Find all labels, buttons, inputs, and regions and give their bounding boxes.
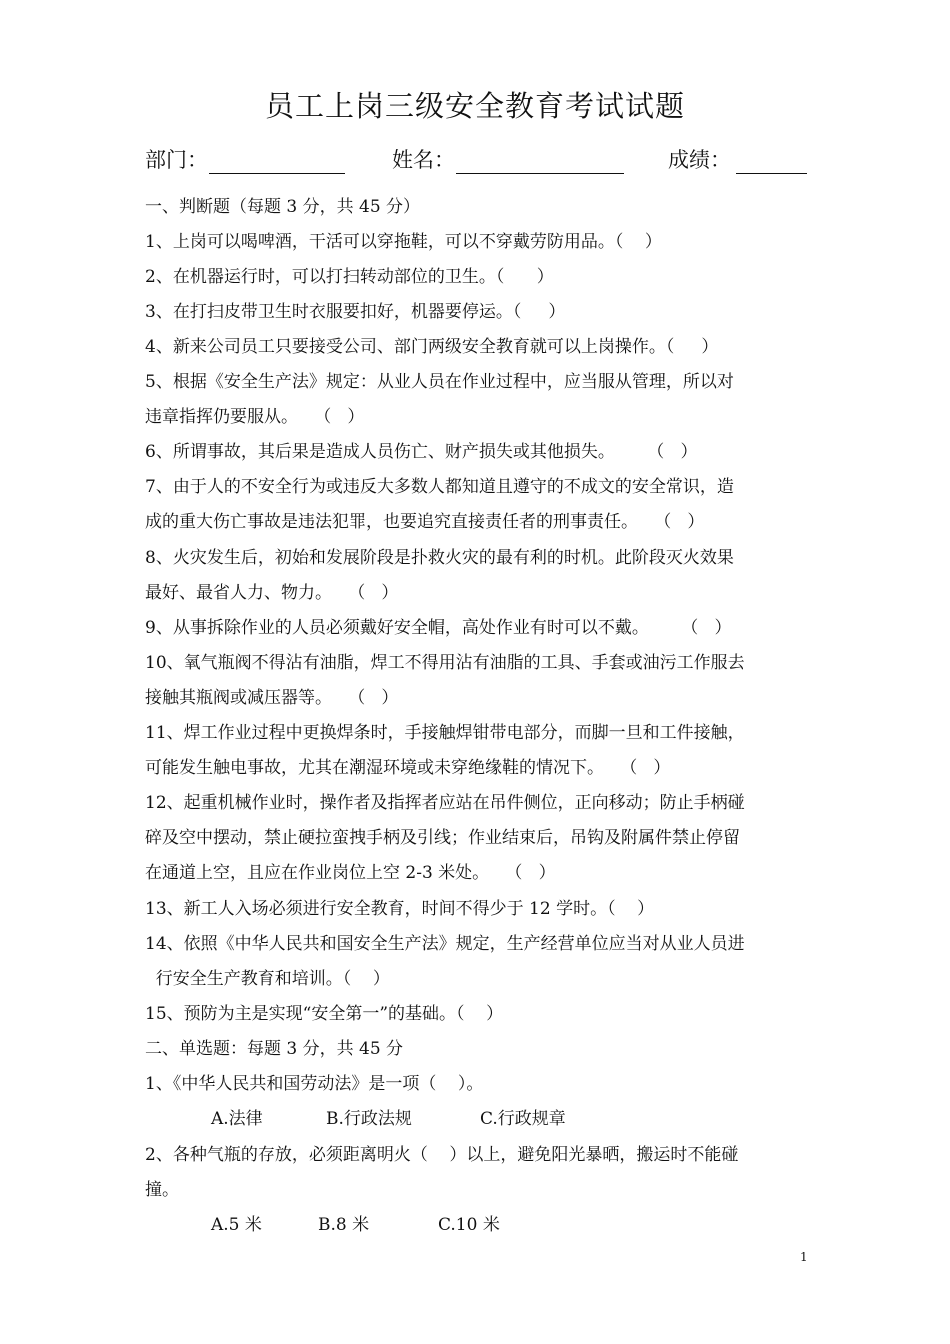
option-c: C.10 米 — [438, 1215, 500, 1235]
option-a: A.5 米 — [211, 1215, 262, 1235]
option-b: B.8 米 — [318, 1215, 370, 1235]
question-line: 8、火灾发生后，初始和发展阶段是扑救火灾的最有利的时机。此阶段灭火效果 — [145, 548, 734, 568]
option-a: A.法律 — [211, 1109, 263, 1129]
question-line: 行安全生产教育和培训。（ ） — [145, 969, 390, 989]
name-blank — [456, 173, 624, 174]
score-label: 成绩： — [668, 148, 731, 172]
question-line: 10、氧气瓶阀不得沾有油脂，焊工不得用沾有油脂的工具、手套或油污工作服去 — [145, 653, 745, 673]
question-line: 11、焊工作业过程中更换焊条时，手接触焊钳带电部分，而脚一旦和工件接触， — [145, 723, 745, 743]
question-line: 12、起重机械作业时，操作者及指挥者应站在吊件侧位，正向移动；防止手柄碰 — [145, 793, 745, 813]
question-line: 接触其瓶阀或减压器等。 （ ） — [145, 688, 399, 708]
question-line: 可能发生触电事故，尤其在潮湿环境或未穿绝缘鞋的情况下。 （ ） — [145, 758, 671, 778]
page-number: 1 — [800, 1250, 808, 1264]
question-line: 4、新来公司员工只要接受公司、部门两级安全教育就可以上岗操作。（ ） — [145, 337, 719, 357]
question-line: 碎及空中摆动，禁止硬拉蛮拽手柄及引线；作业结束后，吊钩及附属件禁止停留 — [145, 828, 740, 848]
question-line: 9、从事拆除作业的人员必须戴好安全帽，高处作业有时可以不戴。 （ ） — [145, 618, 732, 638]
option-b: B.行政法规 — [326, 1109, 412, 1129]
dept-blank — [209, 173, 345, 174]
question-line: 6、所谓事故，其后果是造成人员伤亡、财产损失或其他损失。 （ ） — [145, 442, 698, 462]
question-line: 7、由于人的不安全行为或违反大多数人都知道且遵守的不成文的安全常识，造 — [145, 477, 734, 497]
section-heading-judgement: 一、判断题（每题 3 分，共 45 分） — [145, 197, 421, 217]
question-line: 最好、最省人力、物力。 （ ） — [145, 583, 399, 603]
option-c: C.行政规章 — [480, 1109, 566, 1129]
question-line: 在通道上空，且应在作业岗位上空 2-3 米处。 （ ） — [145, 863, 556, 883]
question-line: 15、预防为主是实现“安全第一”的基础。（ ） — [145, 1004, 504, 1024]
question-line: 2、在机器运行时，可以打扫转动部位的卫生。（ ） — [145, 267, 554, 287]
question-line: 1、《中华人民共和国劳动法》是一项（ ）。 — [145, 1074, 484, 1094]
question-line: 14、依照《中华人民共和国安全生产法》规定，生产经营单位应当对从业人员进 — [145, 934, 745, 954]
header-fields — [145, 144, 810, 176]
question-line: 5、根据《安全生产法》规定：从业人员在作业过程中，应当服从管理，所以对 — [145, 372, 734, 392]
question-line: 3、在打扫皮带卫生时衣服要扣好，机器要停运。（ ） — [145, 302, 566, 322]
question-line: 违章指挥仍要服从。 （ ） — [145, 407, 365, 427]
question-line: 成的重大伤亡事故是违法犯罪，也要追究直接责任者的刑事责任。 （ ） — [145, 512, 705, 532]
exam-title: 员工上岗三级安全教育考试试题 — [264, 89, 685, 123]
question-line: 1、上岗可以喝啤酒，干活可以穿拖鞋，可以不穿戴劳防用品。（ ） — [145, 232, 662, 252]
question-line: 2、各种气瓶的存放，必须距离明火（ ）以上，避免阳光暴晒，搬运时不能碰 — [145, 1145, 739, 1165]
dept-label: 部门： — [145, 148, 208, 172]
score-blank — [736, 173, 807, 174]
question-line: 13、新工人入场必须进行安全教育，时间不得少于 12 学时。（ ） — [145, 899, 655, 919]
section-heading-single-choice: 二、单选题：每题 3 分，共 45 分 — [145, 1039, 404, 1059]
question-line: 撞。 — [145, 1180, 179, 1200]
name-label: 姓名： — [392, 148, 455, 172]
